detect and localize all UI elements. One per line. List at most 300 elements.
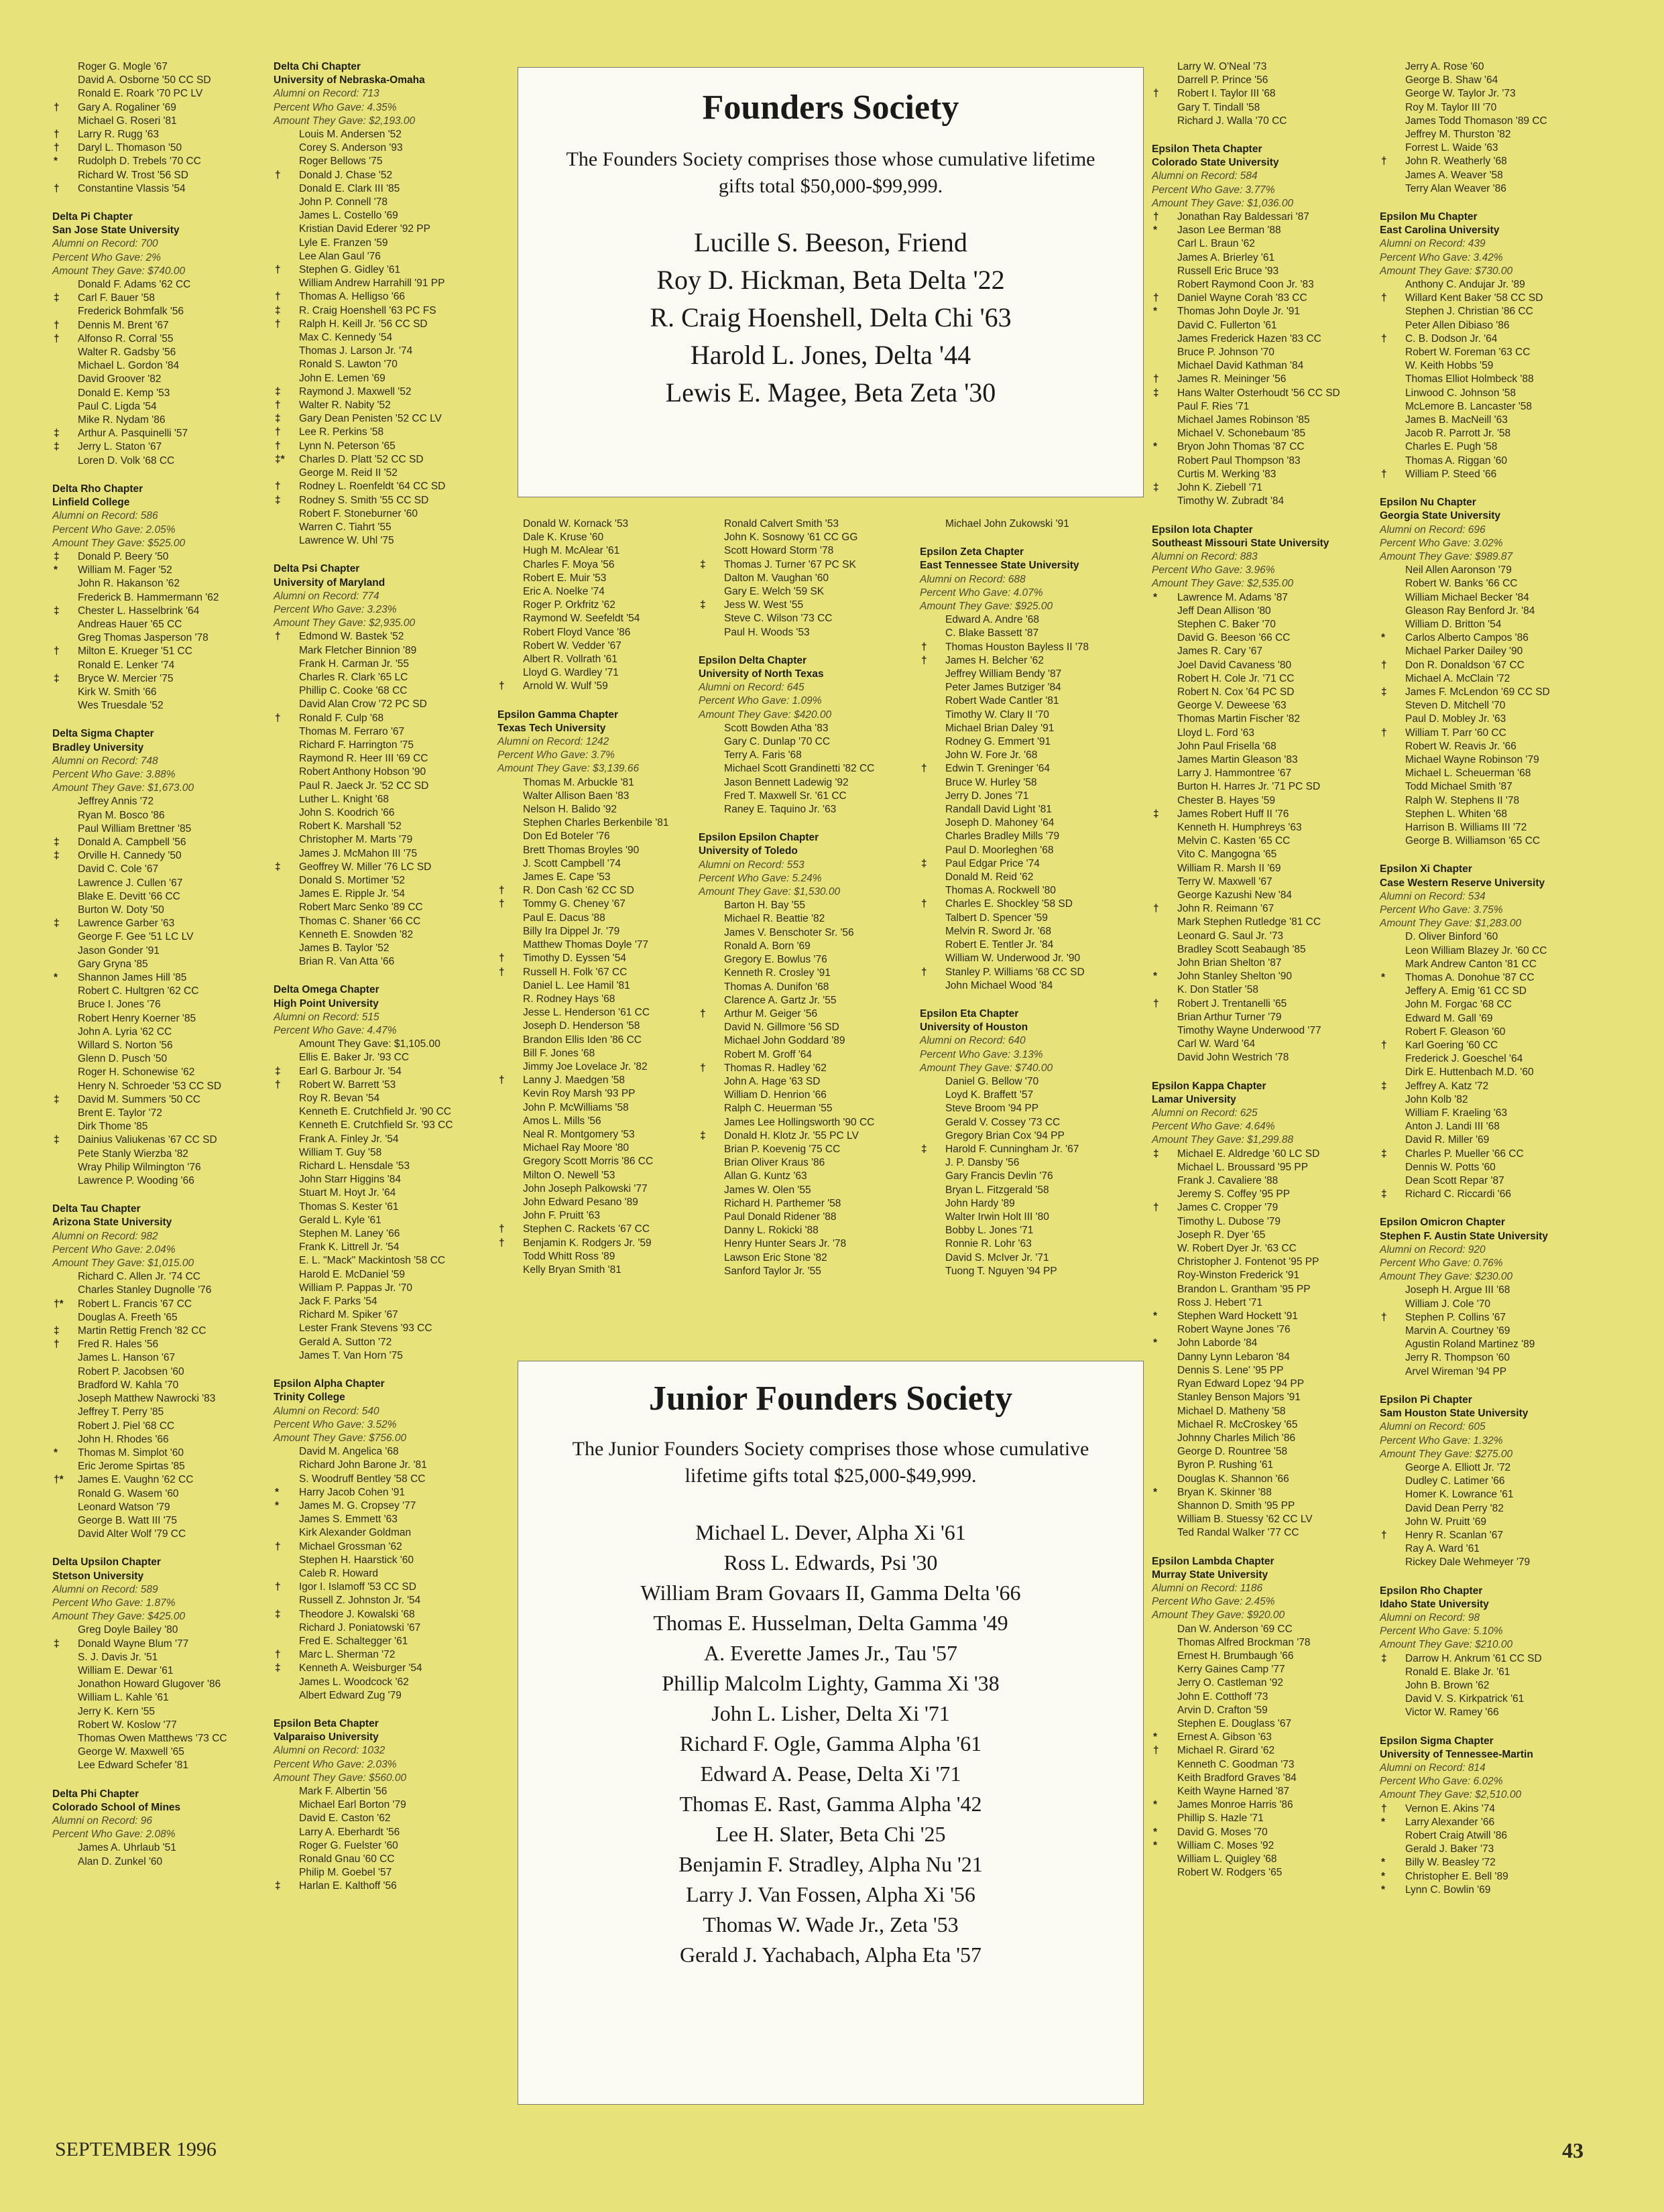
donor-row (1152, 278, 1386, 292)
donor-marker: * (1153, 306, 1158, 318)
donor-name: John Michael Wood '84 (945, 979, 1053, 991)
percent-who-gave: Percent Who Gave: 5.24% (699, 872, 822, 884)
donor-name: Richard J. Walla '70 CC (1177, 115, 1287, 127)
donor-name: Roger G. Fuelster '60 (299, 1839, 398, 1851)
junior-founders-society-title: Junior Founders Society (648, 1379, 1013, 1418)
alumni-on-record: Alumni on Record: 1032 (274, 1745, 385, 1757)
donor-row (274, 1798, 501, 1812)
donor-name: Timothy Wayne Underwood '77 (1177, 1025, 1321, 1037)
donor-row (274, 1186, 501, 1200)
donor-name: Donald P. Beery '50 (78, 550, 169, 562)
donor-name: George D. Rountree '58 (1177, 1446, 1288, 1458)
donor-name: Kenneth E. Crutchfield Sr. '93 CC (299, 1119, 453, 1131)
percent-who-gave: Percent Who Gave: 2.45% (1152, 1596, 1275, 1608)
honoree-name: Larry J. Van Fossen, Alpha Xi '56 (686, 1882, 975, 1906)
donor-name: Lee R. Perkins '58 (299, 426, 384, 438)
donor-name: John R. Hakanson '62 (78, 578, 180, 590)
donor-marker: † (1153, 292, 1159, 304)
donor-marker: ‡ (1381, 1148, 1387, 1160)
donor-row (1152, 1405, 1386, 1418)
donor-name: Charles E. Shockley '58 SD (945, 898, 1073, 910)
donor-name: Gerald L. Kyle '61 (299, 1214, 381, 1226)
donor-name: William Michael Becker '84 (1405, 591, 1529, 603)
founders-society-box (518, 67, 1144, 497)
donor-row (52, 1379, 274, 1392)
donor-name: Henry N. Schroeder '53 CC SD (78, 1080, 222, 1092)
donor-name: Russell Eric Bruce '93 (1177, 265, 1279, 277)
donor-name: Timothy W. Clary II '70 (945, 709, 1049, 721)
donor-row (274, 345, 501, 358)
donor-name: Darrell P. Prince '56 (1177, 74, 1268, 86)
donor-row (1380, 1107, 1635, 1120)
donor-name: Loren D. Volk '68 CC (78, 454, 175, 467)
donor-row (1380, 468, 1635, 481)
chapter-block (274, 1717, 501, 1894)
donor-name: Fred T. Maxwell Sr. '61 CC (724, 790, 847, 802)
donor-name: Brian Arthur Turner '79 (1177, 1011, 1282, 1023)
donor-name: Andreas Hauer '65 CC (78, 618, 182, 630)
honoree-name: Thomas W. Wade Jr., Zeta '53 (703, 1912, 959, 1937)
donor-name: Allan G. Kuntz '63 (724, 1170, 807, 1182)
donor-row (52, 1420, 274, 1433)
chapter-name: Epsilon Nu Chapter (1380, 497, 1476, 509)
donor-name: James A. Brierley '61 (1177, 251, 1275, 263)
donor-row (920, 1156, 1148, 1170)
donor-name: Paul R. Jaeck Jr. '52 CC SD (299, 780, 429, 792)
donor-name: William B. Stuessy '62 CC LV (1177, 1514, 1313, 1526)
donor-row (52, 1093, 274, 1107)
donor-row (1152, 631, 1386, 645)
donor-marker: † (275, 169, 281, 181)
donor-row (497, 1169, 699, 1182)
donor-row (497, 790, 699, 803)
donor-row (497, 979, 699, 993)
donor-row (52, 809, 274, 822)
donor-row (274, 630, 501, 643)
donor-row (920, 517, 1148, 531)
donor-name: David E. Caston '62 (299, 1812, 391, 1825)
donor-marker: ‡ (275, 1662, 281, 1674)
donor-name: James Martin Gleason '83 (1177, 753, 1298, 765)
donor-marker: ‡ (54, 441, 60, 453)
chapter-block (699, 831, 920, 1278)
donor-name: Lyle E. Franzen '59 (299, 237, 388, 249)
donor-marker: * (54, 972, 58, 983)
chapter-name: Epsilon Rho Chapter (1380, 1585, 1483, 1597)
donor-row (497, 1237, 699, 1250)
donor-row (274, 1173, 501, 1186)
honoree-name: Thomas E. Rast, Gamma Alpha '42 (679, 1792, 982, 1816)
donor-row (52, 1759, 274, 1772)
alumni-on-record: Alumni on Record: 584 (1152, 170, 1258, 182)
donor-name: Lester Frank Stevens '93 CC (299, 1323, 432, 1335)
donor-row (699, 558, 920, 572)
chapter-block (1380, 210, 1635, 481)
donor-row (52, 440, 274, 454)
donor-row (52, 454, 274, 468)
donor-row (1380, 87, 1635, 101)
donor-row (497, 898, 699, 911)
donor-row (1380, 727, 1635, 740)
donor-row (1380, 1012, 1635, 1026)
donor-row (1380, 1693, 1635, 1706)
donor-name: Karl Goering '60 CC (1405, 1040, 1498, 1052)
honoree-name: John L. Lisher, Delta Xi '71 (711, 1701, 950, 1725)
donor-row (1152, 1826, 1386, 1839)
school-name: East Tennessee State University (920, 560, 1079, 572)
donor-name: Randall David Light '81 (945, 804, 1052, 816)
donor-row (274, 725, 501, 739)
donor-row (1152, 767, 1386, 780)
donor-name: John Hardy '89 (945, 1197, 1015, 1209)
donor-row (52, 128, 274, 141)
donor-marker: † (54, 101, 60, 113)
donor-name: William J. Cole '70 (1405, 1298, 1490, 1310)
donor-row (699, 1116, 920, 1129)
donor-row (1152, 115, 1386, 128)
donor-name: Fred E. Schaltegger '61 (299, 1635, 408, 1647)
donor-name: Michael James Robinson '85 (1177, 414, 1310, 426)
percent-who-gave: Percent Who Gave: 3.13% (920, 1048, 1043, 1060)
donor-name: Robert M. Groff '64 (724, 1048, 813, 1060)
donor-row (1152, 1215, 1386, 1229)
donor-row (274, 698, 501, 711)
donor-name: Brett Thomas Broyles '90 (523, 844, 640, 856)
donor-row (1380, 1488, 1635, 1501)
donor-name: Ernest A. Gibson '63 (1177, 1731, 1272, 1743)
donor-name: David R. Miller '69 (1405, 1134, 1490, 1146)
donor-name: Stephen M. Laney '66 (299, 1228, 400, 1240)
donor-row (1152, 440, 1386, 454)
donor-row (52, 1080, 274, 1093)
donor-name: Edward A. Andre '68 (945, 614, 1039, 626)
donor-name: Stephen Charles Berkenbile '81 (523, 817, 669, 829)
honoree-name: Roy D. Hickman, Beta Delta '22 (656, 265, 1005, 295)
donor-row (920, 830, 1148, 843)
donor-row (1380, 1475, 1635, 1488)
donor-row (52, 387, 274, 400)
donor-row (699, 1170, 920, 1183)
donor-name: Mike R. Nydam '86 (78, 414, 166, 426)
donor-name: Jerry A. Rose '60 (1405, 61, 1484, 72)
chapter-block (274, 1377, 501, 1703)
donor-row (274, 141, 501, 155)
donor-row (497, 1250, 699, 1264)
donor-marker: * (1381, 1816, 1386, 1828)
column-3 (497, 517, 699, 1292)
donor-row (52, 74, 274, 87)
amount-they-gave: Amount They Gave: $275.00 (1380, 1448, 1513, 1460)
donor-row (274, 237, 501, 250)
donor-row (52, 890, 274, 904)
donor-row (920, 857, 1148, 871)
donor-row (699, 1156, 920, 1170)
chapter-name: Epsilon Delta Chapter (699, 654, 807, 666)
donor-name: John K. Sosnowy '61 CC GG (724, 532, 858, 544)
donor-name: Stanley P. Williams '68 CC SD (945, 966, 1085, 978)
donor-row (1380, 1365, 1635, 1379)
donor-name: W. Keith Hobbs '59 (1405, 360, 1494, 372)
donor-name: Ronald E. Roark '70 PC LV (78, 88, 203, 100)
donor-row (1380, 1856, 1635, 1869)
donor-name: David V. S. Kirkpatrick '61 (1405, 1693, 1525, 1705)
donor-row (1152, 210, 1386, 224)
alumni-on-record: Alumni on Record: 814 (1380, 1762, 1486, 1774)
donor-name: James L. Hanson '67 (78, 1352, 176, 1364)
percent-who-gave: Percent Who Gave: 2.05% (52, 524, 176, 536)
donor-name: Robert N. Cox '64 PC SD (1177, 686, 1295, 698)
donor-row (274, 1473, 501, 1486)
donor-marker: † (921, 763, 927, 775)
donor-row (52, 1447, 274, 1460)
donor-row (274, 1635, 501, 1648)
donor-name: Timothy D. Eyssen '54 (523, 953, 626, 965)
donor-name: Thomas Alfred Brockman '78 (1177, 1636, 1311, 1648)
donor-row (920, 1143, 1148, 1156)
donor-name: Robert Wayne Jones '76 (1177, 1324, 1291, 1336)
donor-row (1152, 1636, 1386, 1650)
donor-row (497, 1128, 699, 1142)
donor-name: Charles R. Clark '65 LC (299, 671, 408, 683)
donor-row (274, 1513, 501, 1526)
honoree-name: Thomas E. Husselman, Delta Gamma '49 (653, 1611, 1008, 1635)
donor-marker: ‡ (275, 1608, 281, 1620)
donor-name: Lee Alan Gaul '76 (299, 250, 381, 262)
donor-marker: † (275, 440, 281, 452)
donor-marker: * (1153, 1337, 1158, 1349)
donor-name: Benjamin K. Rodgers Jr. '59 (523, 1237, 652, 1249)
donor-marker: † (275, 1079, 281, 1091)
donor-name: John W. Pruitt '69 (1405, 1516, 1486, 1528)
donor-name: Stephen E. Douglass '67 (1177, 1717, 1292, 1729)
donor-row (1152, 1445, 1386, 1459)
percent-who-gave: Percent Who Gave: 3.88% (52, 768, 176, 780)
donor-row (1380, 427, 1635, 440)
donor-row (52, 319, 274, 332)
donor-row (1152, 618, 1386, 631)
donor-name: Michael Wayne Robinson '79 (1405, 753, 1539, 765)
donor-name: Jeffery A. Emig '61 CC SD (1405, 985, 1527, 997)
donor-name: Russell H. Folk '67 CC (523, 966, 628, 978)
donor-marker: ‡ (54, 850, 60, 862)
donor-row (274, 1079, 501, 1092)
percent-who-gave: Percent Who Gave: 4.64% (1152, 1121, 1275, 1133)
donor-row (1380, 944, 1635, 958)
donor-name: Donald A. Campbell '56 (78, 836, 186, 848)
donor-name: Gerald V. Cossey '73 CC (945, 1116, 1061, 1128)
donor-row (274, 1499, 501, 1513)
donor-marker: † (1381, 659, 1387, 671)
donor-name: Shannon James Hill '85 (78, 972, 187, 983)
amount-they-gave: Amount They Gave: $1,673.00 (52, 782, 194, 794)
donor-row (497, 1115, 699, 1128)
donor-row (920, 735, 1148, 749)
donor-name: Paul C. Ligda '54 (78, 400, 157, 412)
donor-name: James Lee Hollingsworth '90 CC (724, 1116, 875, 1128)
donor-marker: † (54, 646, 60, 658)
donor-row (1152, 645, 1386, 658)
donor-name: Billy Ira Dippel Jr. '79 (523, 925, 620, 937)
alumni-on-record: Alumni on Record: 696 (1380, 524, 1486, 536)
donor-name: Brandon Ellis Iden '86 CC (523, 1034, 642, 1046)
donor-row (1380, 605, 1635, 618)
donor-row (699, 940, 920, 953)
donor-name: Stuart M. Hoyt Jr. '64 (299, 1187, 396, 1199)
donor-row (1380, 1284, 1635, 1297)
donor-row (274, 833, 501, 847)
honoree-name: Lewis E. Magee, Beta Zeta '30 (665, 377, 996, 408)
donor-row (1380, 1039, 1635, 1052)
donor-row (274, 1785, 501, 1798)
donor-marker: ‡ (54, 1093, 60, 1105)
donor-row (52, 1705, 274, 1719)
chapter-block (1380, 1394, 1635, 1570)
donor-name: Donald Wayne Blum '77 (78, 1638, 189, 1650)
amount-they-gave: Amount They Gave: $1,015.00 (52, 1257, 194, 1270)
donor-name: John R. Weatherly '68 (1405, 156, 1507, 168)
school-name: San Jose State University (52, 225, 180, 237)
chapter-block (274, 60, 501, 548)
donor-name: Robert J. Trentanelli '65 (1177, 997, 1287, 1009)
donor-row (1152, 1323, 1386, 1337)
amount-they-gave: Amount They Gave: $740.00 (920, 1062, 1053, 1074)
donor-row (1380, 141, 1635, 155)
donor-name: Brandon L. Grantham '95 PP (1177, 1283, 1311, 1295)
donor-row (920, 1265, 1148, 1278)
donor-name: Michael V. Schonebaum '85 (1177, 428, 1306, 440)
donor-row (1380, 400, 1635, 414)
donor-name: William M. Fager '52 (78, 564, 172, 576)
donor-row (274, 534, 501, 548)
donor-marker: † (921, 641, 927, 653)
donor-name: John Joseph Palkowski '77 (523, 1182, 648, 1194)
donor-name: George Kazushi New '84 (1177, 889, 1292, 901)
donor-row (1380, 985, 1635, 998)
donor-marker: † (1153, 373, 1159, 385)
donor-row (1152, 1161, 1386, 1174)
donor-row (920, 641, 1148, 654)
chapter-name: Epsilon Pi Chapter (1380, 1394, 1472, 1406)
donor-name: Burton W. Doty '50 (78, 904, 164, 916)
donor-row (699, 1021, 920, 1034)
donor-row (1380, 740, 1635, 753)
alumni-on-record: Alumni on Record: 589 (52, 1583, 158, 1595)
chapter-block (52, 1203, 274, 1541)
donor-row (699, 953, 920, 967)
honoree-name: Michael L. Dever, Alpha Xi '61 (695, 1520, 966, 1544)
honoree-name: Lee H. Slater, Beta Chi '25 (715, 1822, 946, 1846)
donor-row (1380, 1529, 1635, 1542)
donor-row (699, 1197, 920, 1211)
donor-name: Lynn N. Peterson '65 (299, 440, 396, 452)
donor-row (274, 1119, 501, 1132)
donor-name: Frederick J. Goeschel '64 (1405, 1053, 1523, 1065)
donor-row (497, 830, 699, 843)
donor-marker: ‡ (1381, 686, 1387, 698)
donor-marker: ‡ (54, 1638, 60, 1650)
donor-row (1380, 1188, 1635, 1201)
donor-row (920, 694, 1148, 708)
chapter-block (1152, 143, 1386, 508)
donor-name: William T. Parr '60 CC (1405, 727, 1506, 739)
donor-name: Dudley C. Latimer '66 (1405, 1475, 1505, 1487)
amount-they-gave: Amount They Gave: $3,139.66 (497, 763, 640, 775)
page-number: 43 (1562, 2138, 1584, 2162)
donor-row (274, 942, 501, 955)
donor-name: Ronald G. Wasem '60 (78, 1487, 179, 1499)
donor-row (1380, 672, 1635, 686)
amount-they-gave: Amount They Gave: $425.00 (52, 1611, 186, 1623)
percent-who-gave: Percent Who Gave: 3.96% (1152, 564, 1275, 576)
donor-name: Walter R. Gadsby '56 (78, 347, 176, 359)
donor-row (699, 572, 920, 585)
donor-marker: ‡ (1153, 482, 1159, 494)
donor-name: Jerry R. Thompson '60 (1405, 1352, 1510, 1364)
donor-name: Jeffrey T. Perry '85 (78, 1406, 164, 1418)
donor-name: Michael L. Gordon '84 (78, 360, 180, 372)
donor-row (1380, 387, 1635, 400)
donor-marker: * (1381, 1857, 1386, 1869)
donor-name: Robert W. Rodgers '65 (1177, 1867, 1283, 1879)
school-name: Linfield College (52, 497, 130, 509)
donor-name: Thomas Martin Fischer '82 (1177, 713, 1300, 725)
donor-row (1152, 481, 1386, 495)
donor-row (920, 925, 1148, 938)
chapter-block (1380, 496, 1635, 848)
donor-name: Robert Floyd Vance '86 (523, 626, 631, 638)
school-name: University of Houston (920, 1022, 1028, 1034)
donor-name: Thomas S. Kester '61 (299, 1201, 399, 1213)
donor-row (52, 1338, 274, 1351)
donor-row (1380, 1133, 1635, 1147)
donor-name: Byron P. Rushing '61 (1177, 1459, 1274, 1471)
donor-row (1380, 998, 1635, 1011)
donor-row (274, 1254, 501, 1268)
donor-row (1152, 427, 1386, 440)
donor-name: Gregory Scott Morris '86 CC (523, 1156, 654, 1168)
donor-row (497, 1142, 699, 1155)
donor-row (274, 684, 501, 698)
donor-name: Ronald E. Blake Jr. '61 (1405, 1666, 1510, 1678)
school-name: Idaho State University (1380, 1598, 1489, 1610)
amount-they-gave: Amount They Gave: $920.00 (1152, 1609, 1285, 1621)
donor-name: S. J. Davis Jr. '51 (78, 1651, 158, 1663)
donor-row (1152, 1255, 1386, 1269)
donor-name: James E. Vaughn '62 CC (78, 1474, 194, 1486)
donor-row (274, 752, 501, 765)
donor-name: John Brian Shelton '87 (1177, 957, 1282, 969)
donor-name: Matthew Thomas Doyle '77 (523, 939, 649, 951)
donor-name: Paul E. Dacus '88 (523, 912, 605, 924)
donor-name: Raymond W. Seefeldt '54 (523, 613, 640, 625)
donor-row (274, 1349, 501, 1363)
donor-row (274, 1268, 501, 1282)
donor-row (52, 1732, 274, 1745)
donor-row (1152, 1024, 1386, 1038)
donor-marker: † (499, 680, 505, 692)
donor-row (1380, 278, 1635, 292)
donor-row (1380, 440, 1635, 454)
donor-row (1380, 564, 1635, 577)
donor-row (920, 1170, 1148, 1183)
honoree-name: R. Craig Hoenshell, Delta Chi '63 (650, 302, 1012, 332)
donor-name: Ray A. Ward '61 (1405, 1543, 1480, 1555)
donor-row (1380, 359, 1635, 373)
donor-row (52, 60, 274, 74)
donor-row (497, 666, 699, 680)
donor-row (497, 531, 699, 544)
donor-name: Amos L. Mills '56 (523, 1115, 601, 1127)
